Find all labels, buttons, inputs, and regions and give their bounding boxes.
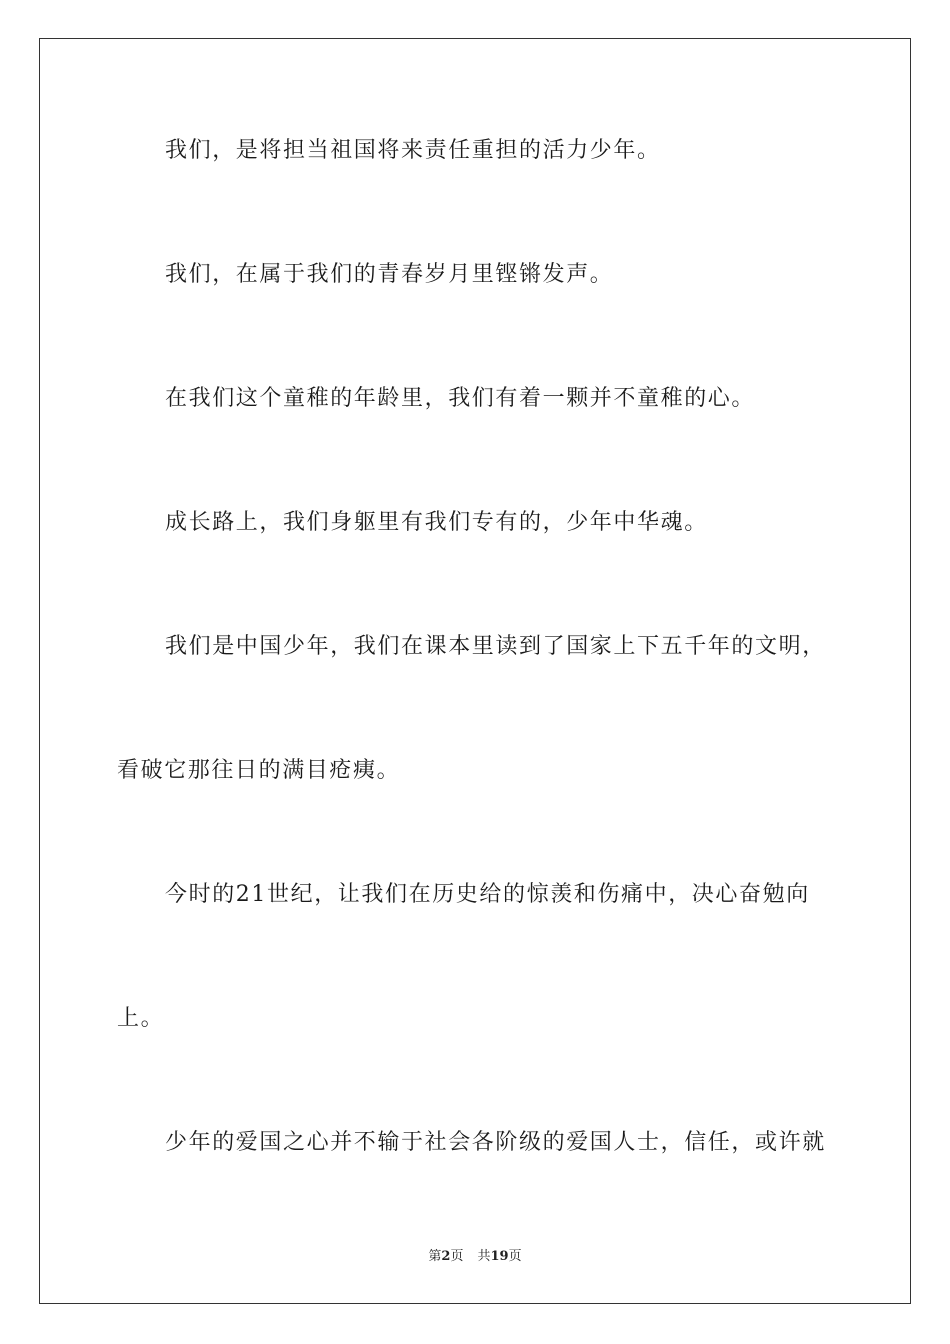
paragraph-line: 我们，在属于我们的青春岁月里铿锵发声。 [165, 262, 614, 287]
total-suffix: 页 [508, 1249, 522, 1264]
page-border [39, 38, 911, 1304]
page-footer [0, 1248, 950, 1266]
page-number: 2 [441, 1249, 451, 1264]
total-pages: 19 [490, 1249, 509, 1264]
paragraph-line: 看破它那往日的满目疮痍。 [117, 758, 401, 783]
paragraph-line: 成长路上，我们身躯里有我们专有的，少年中华魂。 [165, 510, 708, 535]
paragraph-line: 我们，是将担当祖国将来责任重担的活力少年。 [165, 138, 661, 163]
paragraph-line: 在我们这个童稚的年龄里，我们有着一颗并不童稚的心。 [165, 386, 756, 411]
page-prefix: 第 [428, 1249, 442, 1264]
paragraph-line: 上。 [117, 1006, 165, 1031]
total-prefix: 共 [477, 1249, 491, 1264]
page-suffix: 页 [450, 1249, 464, 1264]
paragraph-line: 少年的爱国之心并不输于社会各阶级的爱国人士，信任，或许就 [165, 1130, 826, 1155]
paragraph-line: 今时的21世纪，让我们在历史给的惊羡和伤痛中，决心奋勉向 [165, 882, 810, 907]
paragraph-line: 我们是中国少年，我们在课本里读到了国家上下五千年的文明， [165, 634, 826, 659]
